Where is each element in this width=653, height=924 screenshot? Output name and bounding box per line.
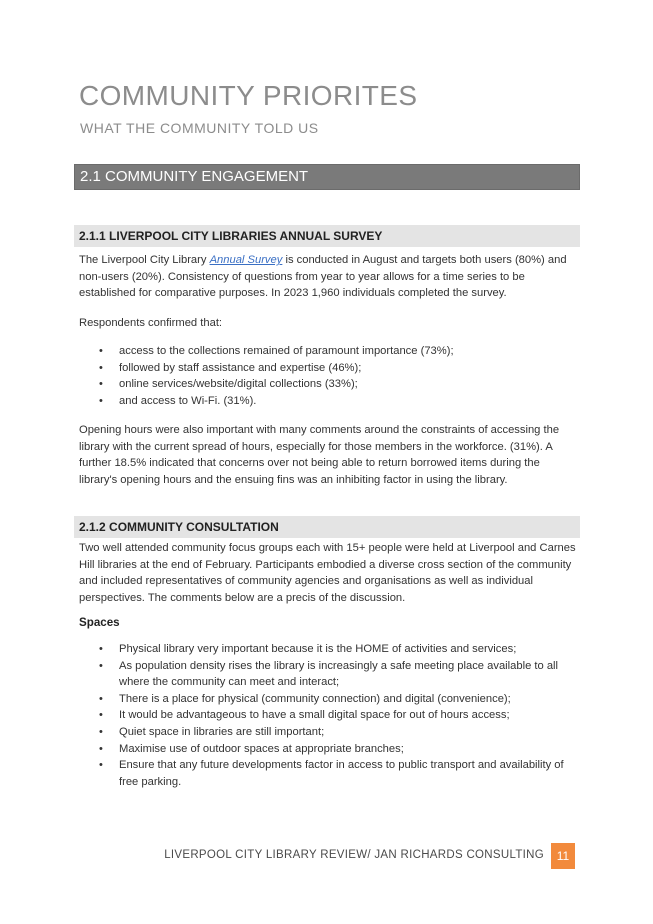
finding-item-text: access to the collections remained of paramount importance (73%); <box>119 345 454 357</box>
footer-text: LIVERPOOL CITY LIBRARY REVIEW/ JAN RICHARDS CONSULTING <box>164 849 544 861</box>
spaces-item <box>99 707 577 724</box>
spaces-item <box>99 641 577 658</box>
bullet-icon: • <box>99 659 103 672</box>
spaces-item <box>99 741 577 758</box>
spaces-item-text: Ensure that any future developments factor in access to public transport and availability of free parking. <box>119 759 564 788</box>
consultation-intro-paragraph: Two well attended community focus groups each with 15+ people were held at Liverpool and Carnes Hill libraries at the end of February. Participants embodied a diverse cross section of the community and included representatives of community agencies and organisations as well as individual perspectives. The comments below are a precis of the discussion. <box>79 542 576 604</box>
consultation-heading-bar <box>74 516 580 538</box>
spaces-item <box>99 724 577 741</box>
spaces-item <box>99 757 577 790</box>
finding-item-text: and access to Wi-Fi. (31%). <box>119 394 257 407</box>
survey-findings-list <box>99 343 577 409</box>
spaces-item <box>99 658 577 691</box>
page-subtitle: WHAT THE COMMUNITY TOLD US <box>80 120 319 136</box>
bullet-icon: • <box>99 378 103 391</box>
bullet-icon: • <box>99 709 103 722</box>
bullet-icon: • <box>99 361 103 374</box>
spaces-item-text: Quiet space in libraries are still important; <box>119 725 325 738</box>
respondents-intro: Respondents confirmed that: <box>79 317 223 329</box>
bullet-icon: • <box>99 759 103 772</box>
bullet-icon: • <box>99 345 103 357</box>
page-title: COMMUNITY PRIORITES <box>79 80 418 111</box>
section-heading: 2.1 COMMUNITY ENGAGEMENT <box>80 168 309 185</box>
bullet-icon: • <box>99 742 103 755</box>
survey-heading: 2.1.1 LIVERPOOL CITY LIBRARIES ANNUAL SURVEY <box>79 229 383 243</box>
spaces-item-text: It would be advantageous to have a small digital space for out of hours access; <box>119 709 510 722</box>
bullet-icon: • <box>99 394 103 407</box>
spaces-list <box>99 641 577 790</box>
spaces-heading: Spaces <box>79 616 120 629</box>
section-heading-bar <box>74 164 580 190</box>
spaces-item-text: Physical library very important because it is the HOME of activities and services; <box>119 643 517 655</box>
page-number: 11 <box>551 843 575 869</box>
annual-survey-link[interactable]: Annual Survey <box>209 254 283 266</box>
bullet-icon: • <box>99 643 103 655</box>
finding-item <box>99 343 577 360</box>
bullet-icon: • <box>99 692 103 705</box>
spaces-item-text: Maximise use of outdoor spaces at appropriate branches; <box>119 742 404 755</box>
survey-intro-start: The Liverpool City Library <box>79 254 210 266</box>
spaces-item-text: There is a place for physical (community connection) and digital (convenience); <box>119 692 511 705</box>
spaces-item-text: As population density rises the library is increasingly a safe meeting place available to all where the community can meet and interact; <box>119 659 559 689</box>
finding-item-text: followed by staff assistance and expertise (46%); <box>119 361 362 374</box>
survey-intro-end: is conducted in August and targets both users (80%) and non-users (20%). Consistency of questions from year to year allows for a time series to be established for comparative purposes. In 2023 1,960 individuals completed the survey. <box>79 254 567 300</box>
bullet-icon: • <box>99 725 103 738</box>
finding-item-text: online services/website/digital collections (33%); <box>119 378 358 391</box>
finding-item <box>99 393 577 410</box>
spaces-item <box>99 691 577 708</box>
consultation-heading: 2.1.2 COMMUNITY CONSULTATION <box>79 520 279 534</box>
opening-hours-paragraph: Opening hours were also important with many comments around the constraints of accessing the library with the current spread of hours, especially for those members in the workforce. (31%). A further 18.5% indicated that concerns over not being able to return borrowed items during the library's opening hours and the ensuing fins was an inhibiting factor in using the library. <box>79 424 560 486</box>
finding-item <box>99 376 577 393</box>
survey-heading-bar <box>74 225 580 247</box>
survey-intro-paragraph <box>79 252 579 302</box>
finding-item <box>99 360 577 377</box>
